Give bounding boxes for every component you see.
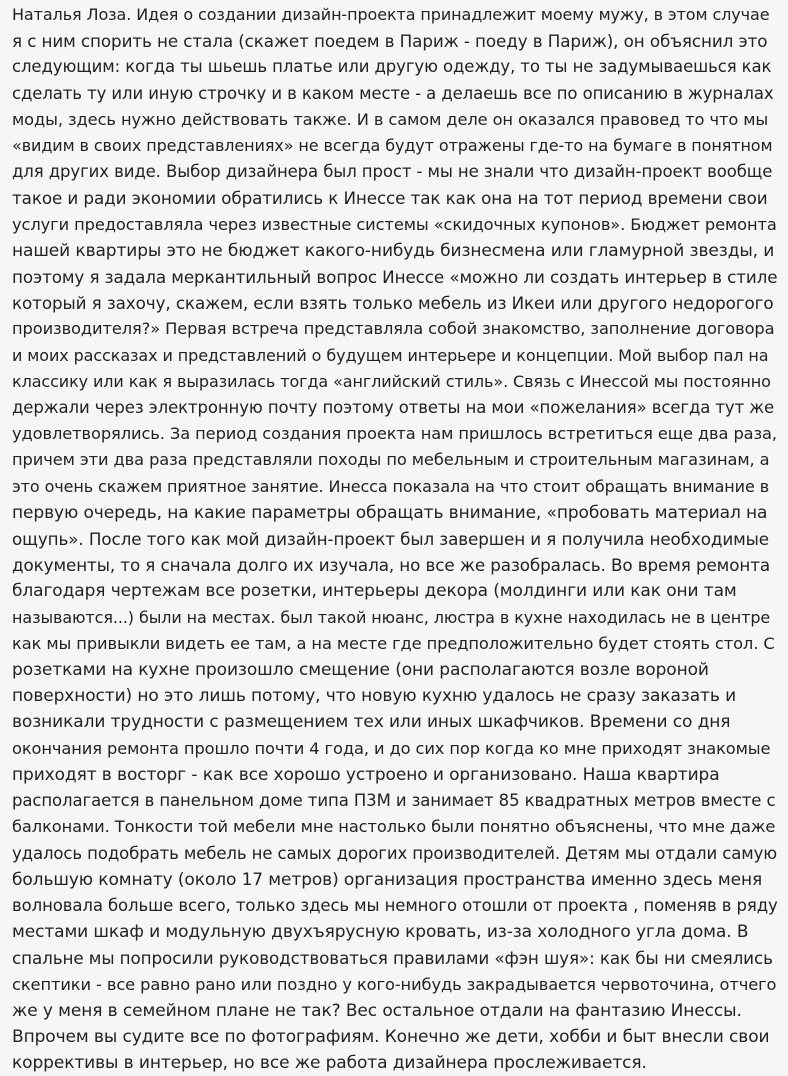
- text-line: следующим: когда ты шьешь платье или другую одежду, то ты не задумываешься как: [12, 57, 772, 77]
- text-line: для других виде. Выбор дизайнера был прост - мы не знали что дизайн-проект вообще: [12, 162, 773, 182]
- text-line: благодаря чертежам все розетки, интерьеры декора (молдинги или как они там: [12, 581, 737, 602]
- text-line: волновала больше всего, только здесь мы немного отошли от проекта , поменяв в ряду: [12, 895, 778, 915]
- text-line: я с ним спорить не стала (скажет поедем в Париж - поеду в Париж), он объяснил это: [12, 31, 768, 52]
- text-line: скептики - все равно рано или поздно у кого-нибудь закрадывается червоточина, отчего: [12, 974, 777, 994]
- text-line: розетками на кухне произошло смещение (они располагаются возле вороной: [12, 660, 709, 681]
- text-line: это очень скажем приятное занятие. Инесса показала на что стоит обращать внимание в: [12, 476, 770, 496]
- text-line: окончания ремонта прошло почти 4 года, и до сих пор когда ко мне приходят знакомые: [12, 738, 771, 758]
- text-line: первую очередь, на какие параметры обращать внимание, «пробовать материал на: [12, 502, 768, 523]
- text-line: балконами. Тонкости той мебели мне настолько были понятно объяснены, что мне даже: [12, 817, 776, 837]
- text-line: большую комнату (около 17 метров) организация пространства именно здесь меня: [12, 869, 763, 890]
- text-line: классику или как я выразилась тогда «английский стиль». Связь с Инессой мы постоянно: [12, 371, 771, 391]
- text-line: производителя?» Первая встреча представляла собой знакомство, заполнение договора: [12, 319, 775, 339]
- text-line: поверхности) но это лишь потому, что новую кухню удалось не сразу заказать и: [12, 686, 737, 707]
- text-line: называются...) были на местах. был такой нюанс, люстра в кухне находилась не в центре: [12, 607, 771, 627]
- text-line: «видим в своих представлениях» не всегда будут отражены где-то на бумаге в понятном: [12, 136, 773, 156]
- text-line: спальне мы попросили руководствоваться правилами «фэн шуя»: как бы ни смеялись: [12, 948, 773, 969]
- text-line: Впрочем вы судите все по фотографиям. Конечно же дети, хобби и быт внесли свои: [12, 1026, 770, 1047]
- text-line: коррективы в интерьер, но все же работа дизайнера прослеживается.: [12, 1053, 647, 1074]
- text-line: как мы привыкли видеть ее там, а на месте где предположительно будет стоять стол. С: [12, 633, 775, 653]
- text-line: местами шкаф и модульную двухъярусную кровать, из-за холодного угла дома. В: [12, 922, 749, 943]
- text-line: услуги предоставляла через известные системы «скидочных купонов». Бюджет ремонта: [12, 214, 777, 234]
- text-line: который я захочу, скажем, если взять только мебель из Икеи или другого недорогого: [12, 293, 774, 314]
- text-line: причем эти два раза представляли походы по мебельным и строительным магазинам, а: [12, 450, 770, 470]
- text-line: приходят в восторг - как все хорошо устроено и организовано. Наша квартира: [12, 764, 720, 785]
- text-line: моды, здесь нужно действовать также. И в самом деле он оказался правовед то что мы: [12, 109, 769, 129]
- article-text: [12, 2, 778, 1076]
- text-line: такое и ради экономии обратились к Инессе так как она на тот период времени свои: [12, 188, 768, 209]
- text-line: сделать ту или иную строчку и в каком месте - а делаешь все по описанию в журналах: [12, 83, 774, 103]
- text-line: держали через электронную почту поэтому ответы на мои «пожелания» всегда тут же: [12, 398, 775, 418]
- text-line: Наталья Лоза. Идея о создании дизайн-проекта принадлежит моему мужу, в этом случае: [12, 5, 770, 24]
- text-line: возникали трудности с размещением тех или иных шкафчиков. Времени со дня: [12, 712, 731, 733]
- text-line: документы, то я сначала долго их изучала, но все же разобралась. Во время ремонта: [12, 555, 771, 576]
- text-line: удовлетворялись. За период создания проекта нам пришлось встретиться еще два раза,: [12, 424, 777, 444]
- text-line: ощупь». После того как мой дизайн-проект был завершен и я получила необходимые: [12, 529, 770, 550]
- text-line: и моих рассказах и представлений о будущем интерьере и концепции. Мой выбор пал на: [12, 345, 769, 365]
- text-line: нашей квартиры это не бюджет какого-нибудь бизнесмена или гламурной звезды, и: [12, 240, 775, 261]
- text-line: удалось подобрать мебель не самых дорогих производителей. Детям мы отдали самую: [12, 843, 778, 863]
- text-line: располагается в панельном доме типа П3М и занимает 85 квадратных метров вместе с: [12, 791, 776, 811]
- text-line: же у меня в семейном плане не так? Вес остальное отдали на фантазию Инессы.: [12, 1000, 742, 1021]
- text-line: поэтому я задала меркантильный вопрос Инессе «можно ли создать интерьер в стиле: [12, 267, 778, 288]
